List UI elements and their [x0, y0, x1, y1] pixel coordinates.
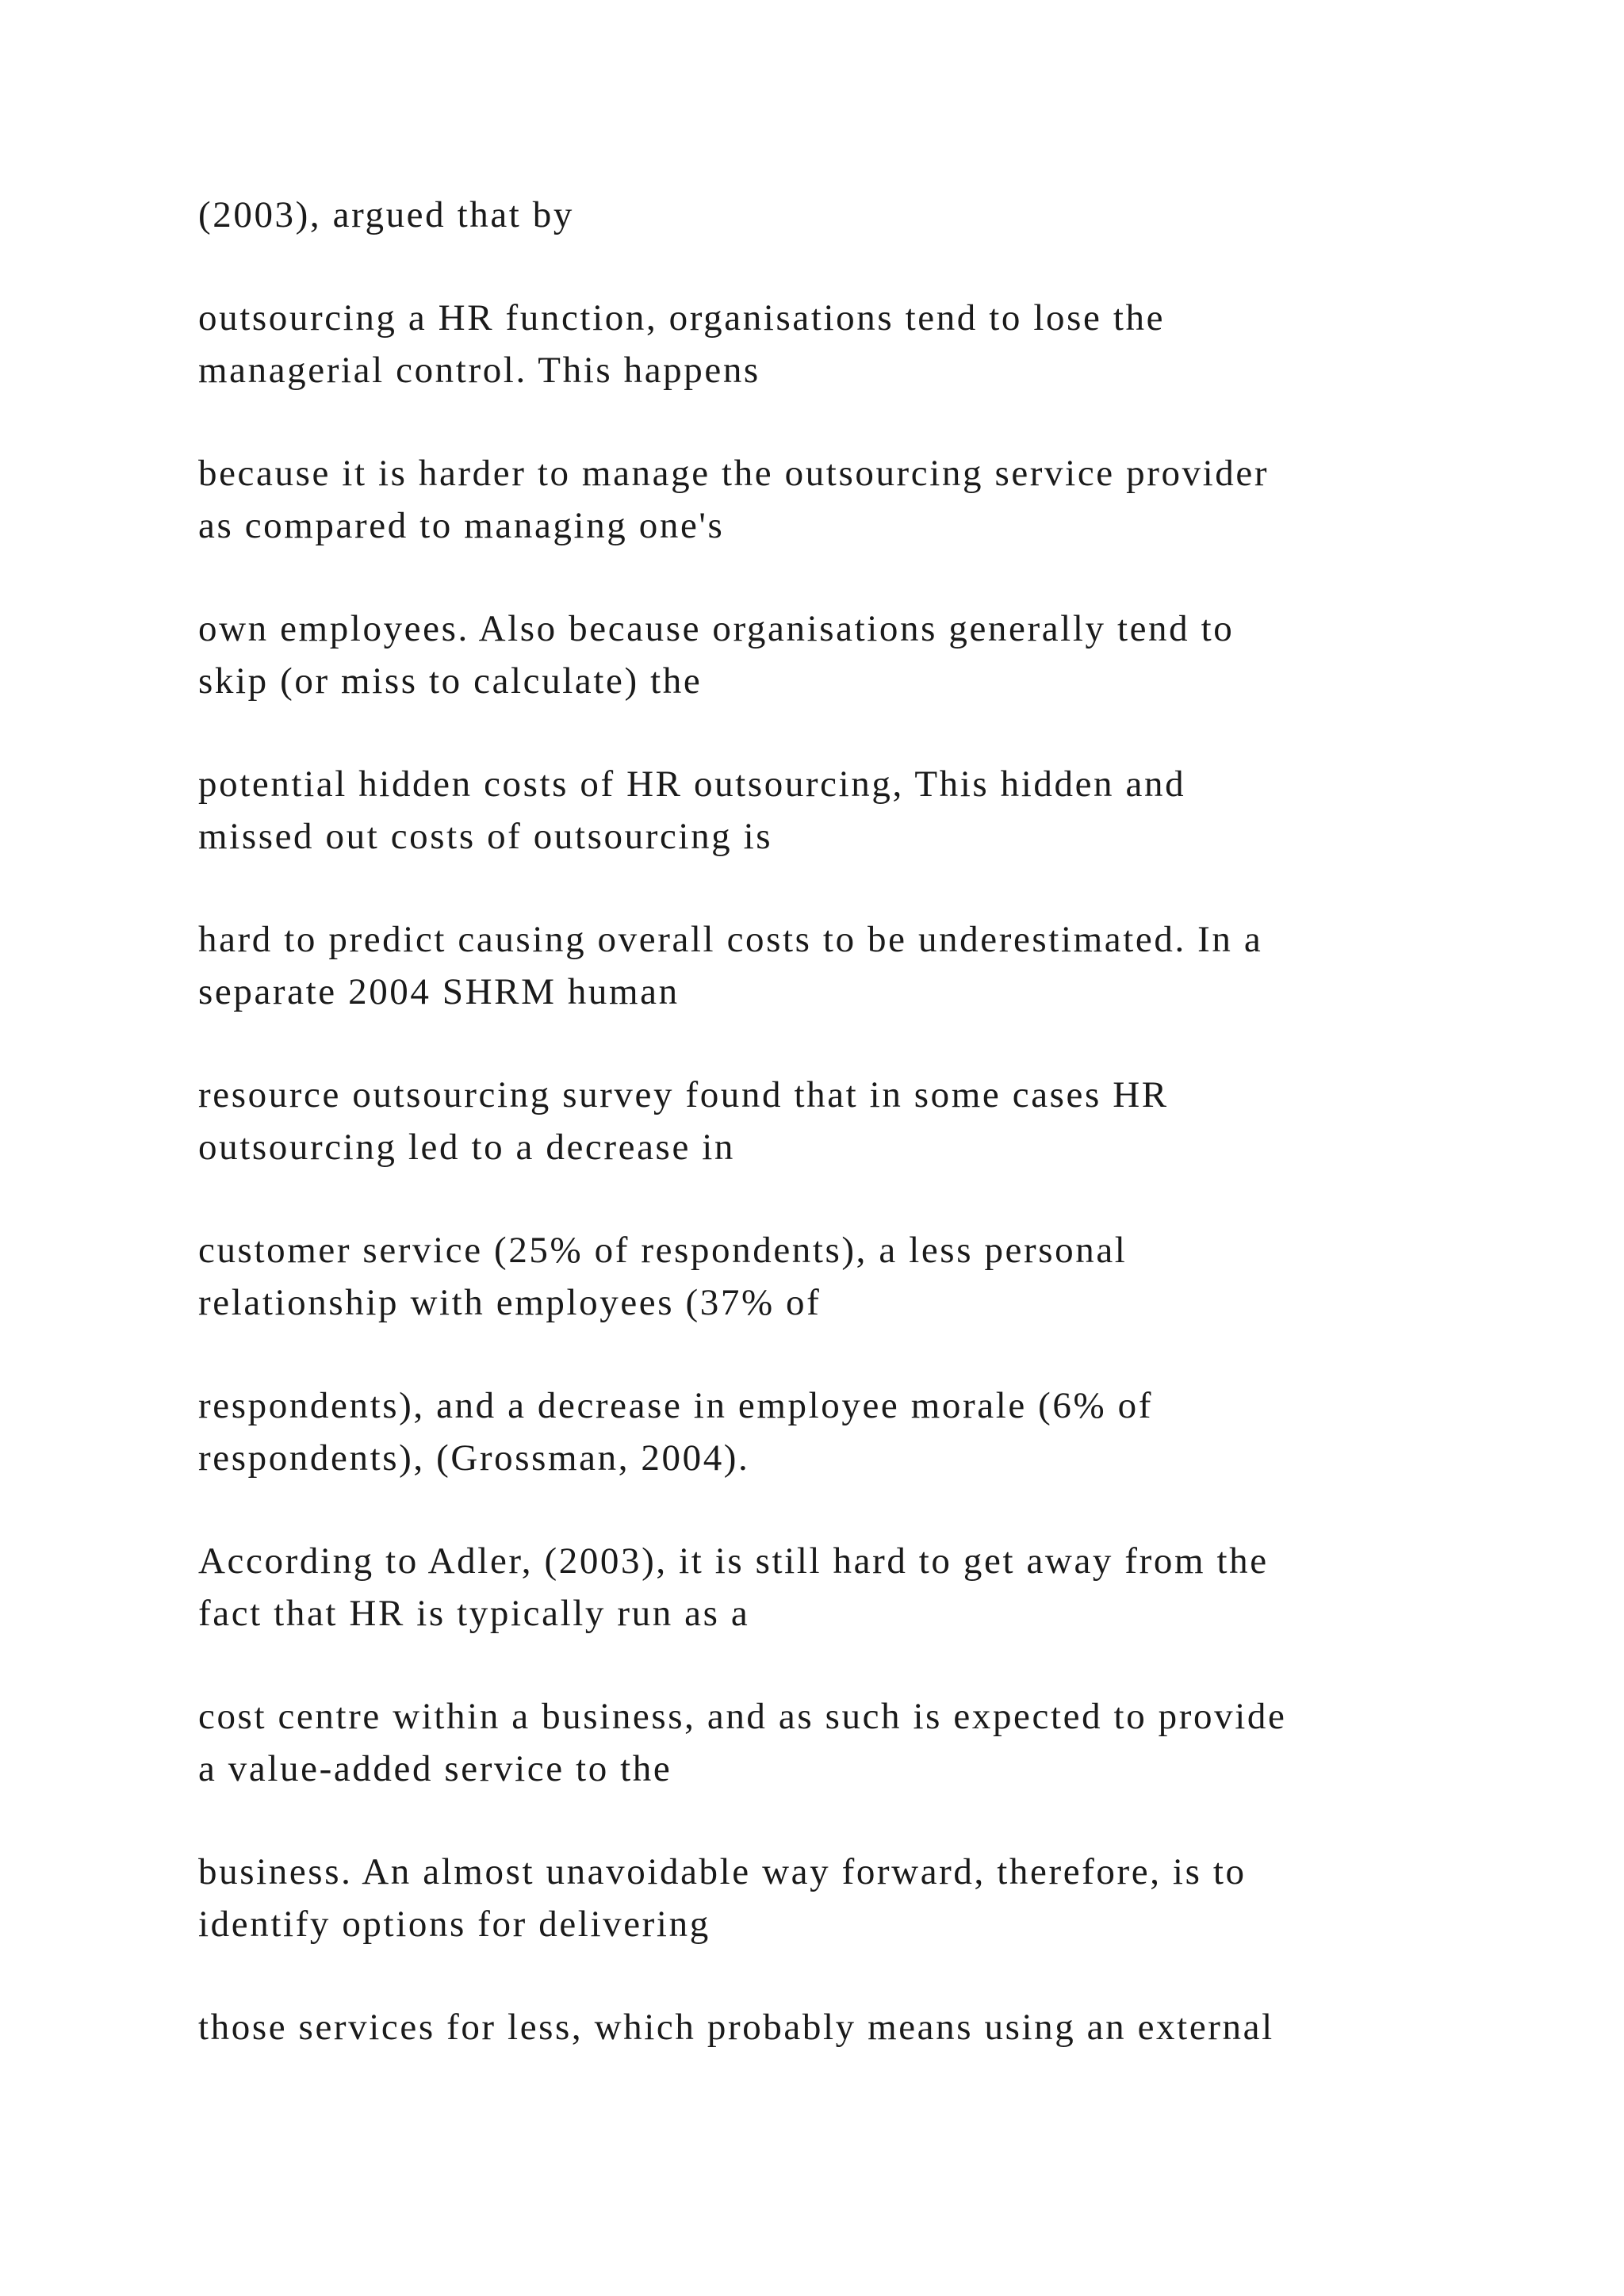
text-line: According to Adler, (2003), it is still hard to get away from the — [198, 1540, 1269, 1582]
text-line: skip (or miss to calculate) the — [198, 660, 703, 702]
text-line: resource outsourcing survey found that in some cases HR — [198, 1074, 1169, 1115]
paragraph — [198, 1846, 1507, 1950]
text-line: potential hidden costs of HR outsourcing, This hidden and — [198, 763, 1186, 805]
text-line: because it is harder to manage the outsourcing service provider — [198, 453, 1270, 494]
text-line: identify options for delivering — [198, 1904, 710, 1945]
text-line: those services for less, which probably means using an external — [198, 2007, 1274, 2048]
text-line: business. An almost unavoidable way forward, therefore, is to — [198, 1851, 1247, 1892]
paragraph — [198, 292, 1507, 396]
paragraph — [198, 1690, 1507, 1795]
paragraph — [198, 758, 1507, 863]
paragraph — [198, 1224, 1507, 1329]
paragraph — [198, 1069, 1507, 1173]
text-line: managerial control. This happens — [198, 350, 760, 391]
text-line: respondents), and a decrease in employee morale (6% of — [198, 1385, 1153, 1426]
text-line: hard to predict causing overall costs to be underestimated. In a — [198, 919, 1263, 960]
text-line: fact that HR is typically run as a — [198, 1593, 750, 1634]
paragraph — [198, 913, 1507, 1018]
text-line: (2003), argued that by — [198, 194, 575, 235]
paragraph — [198, 603, 1507, 707]
text-line: a value-added service to the — [198, 1748, 672, 1789]
paragraph — [198, 189, 1507, 241]
paragraph — [198, 1380, 1507, 1484]
text-line: respondents), (Grossman, 2004). — [198, 1437, 750, 1479]
document-body — [198, 189, 1507, 2104]
text-line: customer service (25% of respondents), a less personal — [198, 1230, 1128, 1271]
text-line: relationship with employees (37% of — [198, 1282, 822, 1323]
text-line: separate 2004 SHRM human — [198, 971, 680, 1012]
paragraph — [198, 447, 1507, 552]
paragraph — [198, 1535, 1507, 1640]
text-line: own employees. Also because organisations generally tend to — [198, 608, 1235, 649]
text-line: outsourcing led to a decrease in — [198, 1127, 736, 1168]
text-line: missed out costs of outsourcing is — [198, 816, 773, 857]
text-line: as compared to managing one's — [198, 505, 725, 546]
text-line: outsourcing a HR function, organisations tend to lose the — [198, 297, 1166, 339]
paragraph — [198, 2001, 1507, 2053]
text-line: cost centre within a business, and as such is expected to provide — [198, 1696, 1287, 1737]
